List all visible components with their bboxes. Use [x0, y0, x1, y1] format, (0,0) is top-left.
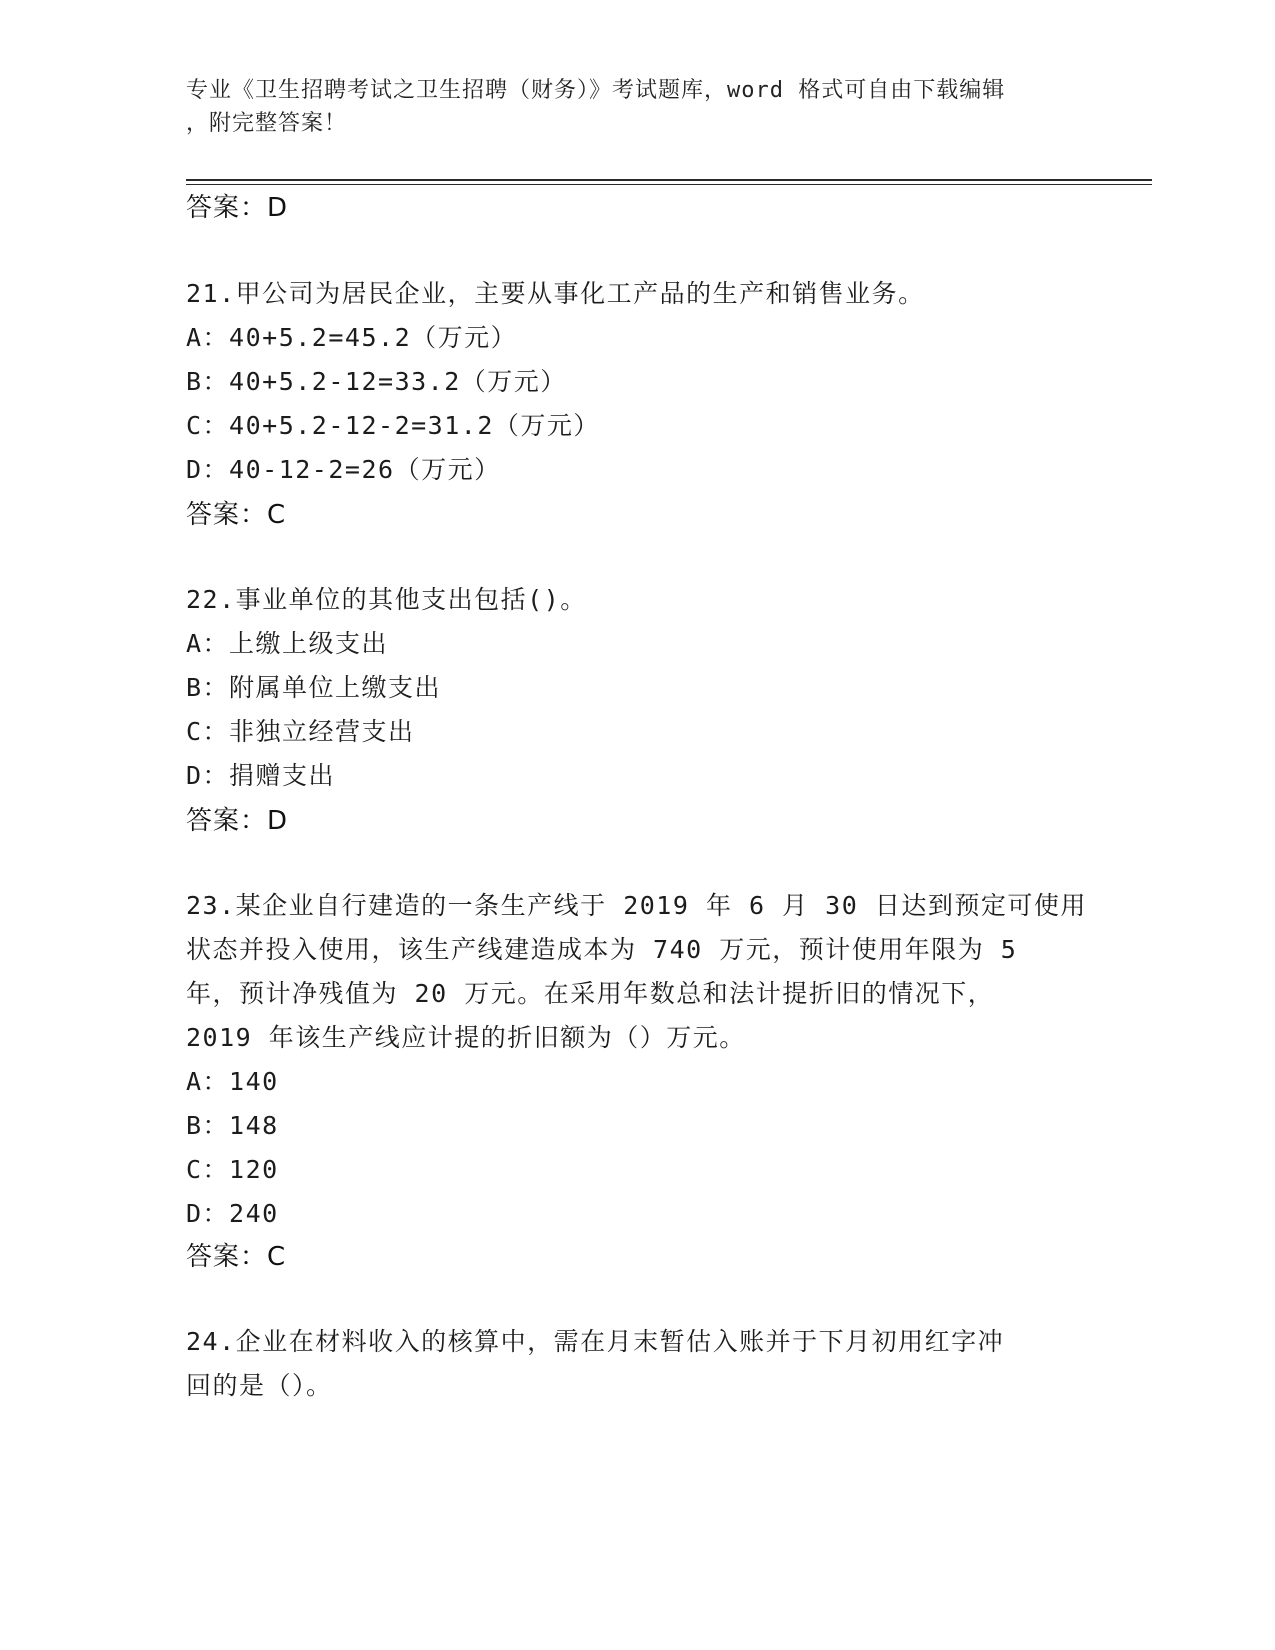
question-21-stem: 21.甲公司为居民企业，主要从事化工产品的生产和销售业务。	[186, 279, 925, 308]
question-22-option-d: D：捐赠支出	[186, 761, 336, 790]
header-line-2: ，附完整答案！	[186, 111, 348, 136]
question-22-option-a: A：上缴上级支出	[186, 629, 389, 658]
question-24-stem-line-2: 回的是（）。	[186, 1371, 333, 1400]
question-21-option-c: C：40+5.2-12-2=31.2（万元）	[186, 411, 600, 440]
question-22-option-b: B：附属单位上缴支出	[186, 673, 442, 702]
question-22-stem: 22.事业单位的其他支出包括()。	[186, 585, 587, 614]
previous-answer: 答案：D	[186, 193, 289, 223]
question-23-stem-line-3: 年，预计净残值为 20 万元。在采用年数总和法计提折旧的情况下，	[186, 979, 995, 1008]
document-header	[186, 74, 1086, 140]
question-23-option-d: D：240	[186, 1199, 279, 1228]
question-21-option-a: A：40+5.2=45.2（万元）	[186, 323, 518, 352]
question-23-stem-line-4: 2019 年该生产线应计提的折旧额为（）万元。	[186, 1023, 746, 1052]
question-24-stem-line-1: 24.企业在材料收入的核算中，需在月末暂估入账并于下月初用红字冲	[186, 1327, 1005, 1356]
question-22-answer: 答案：D	[186, 806, 289, 836]
question-22-option-c: C：非独立经营支出	[186, 717, 415, 746]
question-21-answer: 答案：C	[186, 500, 287, 530]
question-23-answer: 答案：C	[186, 1242, 287, 1272]
question-23-option-c: C：120	[186, 1155, 279, 1184]
header-divider-thick	[186, 179, 1152, 181]
header-divider-thin	[186, 184, 1152, 185]
document-page	[186, 0, 1146, 1650]
question-23-option-a: A：140	[186, 1067, 279, 1096]
question-23-option-b: B：148	[186, 1111, 279, 1140]
question-21-option-b: B：40+5.2-12=33.2（万元）	[186, 367, 567, 396]
question-21-option-d: D：40-12-2=26（万元）	[186, 455, 501, 484]
question-23-stem-line-1: 23.某企业自行建造的一条生产线于 2019 年 6 月 30 日达到预定可使用	[186, 891, 1087, 920]
question-23-stem-line-2: 状态并投入使用，该生产线建造成本为 740 万元，预计使用年限为 5	[186, 935, 1018, 964]
header-line-1: 专业《卫生招聘考试之卫生招聘（财务）》考试题库，word 格式可自由下载编辑	[186, 78, 1006, 103]
